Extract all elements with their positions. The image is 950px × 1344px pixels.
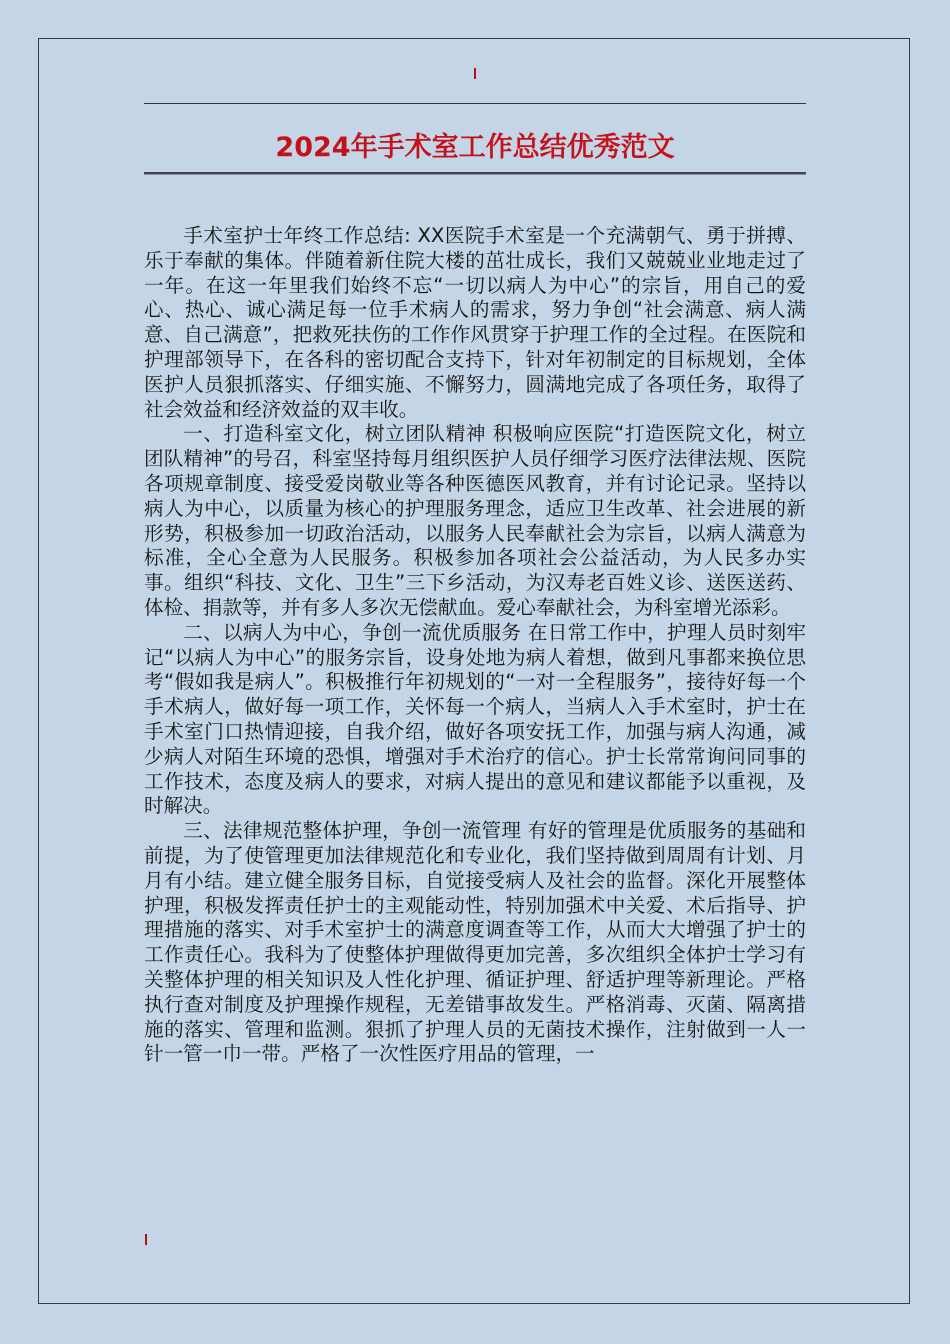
document-body: [144, 224, 806, 1067]
paragraph-intro: 手术室护士年终工作总结: XX医院手术室是一个充满朝气、勇于拼搏、乐于奉献的集体。伴随着新住院大楼的茁壮成长，我们又兢兢业业地走过了一年。在这一年里我们始终不忘“一切以病人为中心”的宗旨，用自己的爱心、热心、诚心满足每一位手术病人的需求，努力争创“社会满意、病人满意、自己满意”，把救死扶伤的工作作风贯穿于护理工作的全过程。在医院和护理部领导下，在各科的密切配合支持下，针对年初制定的目标规划，全体医护人员狠抓落实、仔细实施、不懈努力，圆满地完成了各项任务，取得了社会效益和经济效益的双丰收。: [144, 224, 806, 421]
document-title: 2024年手术室工作总结优秀范文: [275, 132, 675, 163]
header-rule: [144, 103, 806, 104]
title-underline: [144, 172, 806, 174]
paragraph-section-1: 一、打造科室文化，树立团队精神 积极响应医院“打造医院文化，树立团队精神”的号召，科室坚持每月组织医护人员仔细学习医疗法律法规、医院各项规章制度、接受爱岗敬业等各种医德医风教育，并有讨论记录。坚持以病人为中心，以质量为核心的护理服务理念，适应卫生改革、社会进展的新形势，积极参加一切政治活动，以服务人民奉献社会为宗旨，以病人满意为标准，全心全意为人民服务。积极参加各项社会公益活动，为人民多办实事。组织“科技、文化、卫生”三下乡活动，为汉寿老百姓义诊、送医送药、体检、捐款等，并有多人多次无偿献血。爱心奉献社会，为科室增光添彩。: [144, 422, 806, 619]
bottom-margin-mark: [145, 1234, 147, 1245]
paragraph-section-3: 三、法律规范整体护理，争创一流管理 有好的管理是优质服务的基础和前提，为了使管理更加法律规范化和专业化，我们坚持做到周周有计划、月月有小结。建立健全服务目标，自觉接受病人及社会的监督。深化开展整体护理，积极发挥责任护士的主观能动性，特别加强术中关爱、术后指导、护理措施的落实、对手术室护士的满意度调查等工作，从而大大增强了护士的工作责任心。我科为了使整体护理做得更加完善，多次组织全体护士学习有关整体护理的相关知识及人性化护理、循证护理、舒适护理等新理论。严格执行查对制度及护理操作规程，无差错事故发生。严格消毒、灭菌、隔离措施的落实、管理和监测。狠抓了护理人员的无菌技术操作，注射做到一人一针一管一巾一带。严格了一次性医疗用品的管理，一: [144, 819, 806, 1066]
top-margin-mark: [474, 68, 476, 79]
paragraph-section-2: 二、以病人为中心，争创一流优质服务 在日常工作中，护理人员时刻牢记“以病人为中心”的服务宗旨，设身处地为病人着想，做到凡事都来换位思考“假如我是病人”。积极推行年初规划的“一对一全程服务”，接待好每一个手术病人，做好每一项工作，关怀每一个病人，当病人入手术室时，护士在手术室门口热情迎接，自我介绍，做好各项安抚工作，加强与病人沟通，减少病人对陌生环境的恐惧，增强对手术治疗的信心。护士长常常询问同事的工作技术，态度及病人的要求，对病人提出的意见和建议都能予以重视，及时解决。: [144, 620, 806, 818]
